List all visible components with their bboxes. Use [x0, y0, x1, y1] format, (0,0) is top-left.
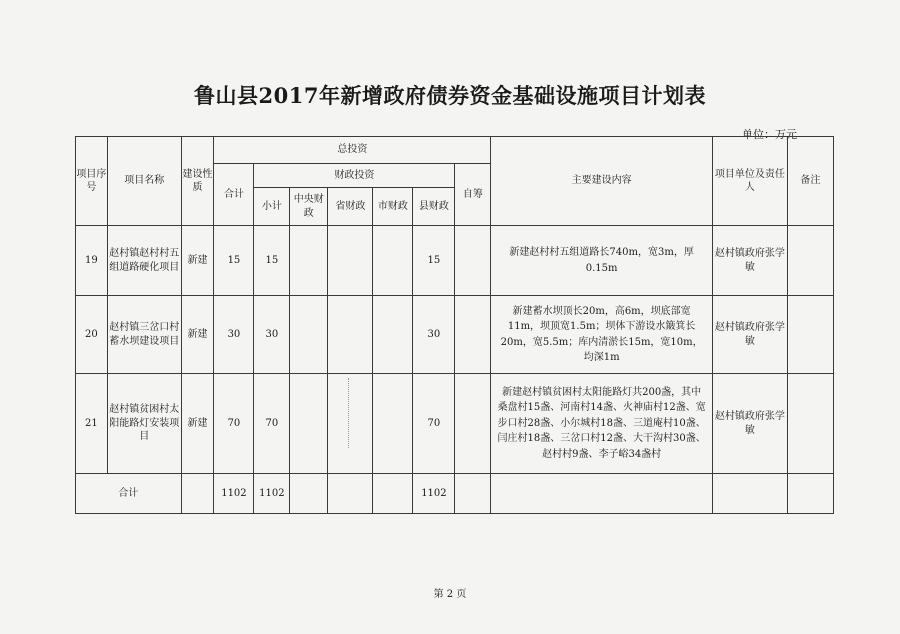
cell-city [373, 226, 413, 296]
cell-self [455, 374, 491, 474]
cell-remark [787, 296, 833, 374]
header-total: 合计 [214, 164, 254, 226]
cell-content: 新建蓄水坝顶长20m，高6m，坝底部宽11m，坝顶宽1.5m；坝体下游设水簸箕长20m，宽5.5m；库内清淤长15m，宽10m，均深1m [491, 296, 713, 374]
total-province [328, 474, 373, 514]
total-subtotal: 1102 [254, 474, 290, 514]
cell-unit-person: 赵村镇政府张学敏 [712, 226, 787, 296]
total-self [455, 474, 491, 514]
total-remark [787, 474, 833, 514]
header-total-invest: 总投资 [214, 137, 491, 164]
cell-subtotal: 70 [254, 374, 290, 474]
table-row [76, 296, 834, 374]
cell-central [290, 374, 328, 474]
header-central: 中央财政 [290, 188, 328, 226]
header-subtotal: 小计 [254, 188, 290, 226]
table-row [76, 374, 834, 474]
header-content: 主要建设内容 [491, 137, 713, 226]
header-seq: 项目序号 [76, 137, 108, 226]
scan-artifact-dots [348, 378, 351, 448]
cell-name: 赵村镇赵村村五组道路硬化项目 [107, 226, 181, 296]
header-unit-person: 项目单位及责任人 [712, 137, 787, 226]
total-county: 1102 [413, 474, 455, 514]
header-province: 省财政 [328, 188, 373, 226]
cell-total: 30 [214, 296, 254, 374]
header-nature: 建设性质 [181, 137, 214, 226]
cell-province [328, 296, 373, 374]
cell-name: 赵村镇三岔口村蓄水坝建设项目 [107, 296, 181, 374]
cell-county: 30 [413, 296, 455, 374]
project-table [75, 136, 834, 514]
cell-content: 新建赵村镇贫困村太阳能路灯共200盏，其中桑盘村15盏、河南村14盏、火神庙村12盏、宽步口村28盏、小尔城村18盏、三道庵村10盏、闫庄村18盏、三岔口村12盏、大干沟村30盏、赵村村9盏、李子峪34盏村 [491, 374, 713, 474]
cell-content: 新建赵村村五组道路长740m，宽3m，厚0.15m [491, 226, 713, 296]
cell-total: 70 [214, 374, 254, 474]
cell-name: 赵村镇贫困村太阳能路灯安装项目 [107, 374, 181, 474]
cell-nature: 新建 [181, 296, 214, 374]
cell-remark [787, 374, 833, 474]
cell-county: 70 [413, 374, 455, 474]
cell-central [290, 226, 328, 296]
cell-county: 15 [413, 226, 455, 296]
total-unit-person [712, 474, 787, 514]
cell-seq: 21 [76, 374, 108, 474]
total-nature [181, 474, 214, 514]
header-name: 项目名称 [107, 137, 181, 226]
total-central [290, 474, 328, 514]
total-total: 1102 [214, 474, 254, 514]
table-row [76, 226, 834, 296]
cell-remark [787, 226, 833, 296]
cell-seq: 20 [76, 296, 108, 374]
header-county: 县财政 [413, 188, 455, 226]
cell-total: 15 [214, 226, 254, 296]
cell-unit-person: 赵村镇政府张学敏 [712, 374, 787, 474]
total-content [491, 474, 713, 514]
total-city [373, 474, 413, 514]
page-title: 鲁山县2017年新增政府债券资金基础设施项目计划表 [194, 83, 706, 108]
total-row [76, 474, 834, 514]
cell-nature: 新建 [181, 374, 214, 474]
total-label: 合计 [76, 474, 182, 514]
page-number: 第 2 页 [433, 589, 467, 600]
cell-subtotal: 30 [254, 296, 290, 374]
cell-subtotal: 15 [254, 226, 290, 296]
header-city: 市财政 [373, 188, 413, 226]
cell-self [455, 226, 491, 296]
unit-label: 单位：万元 [742, 128, 797, 141]
cell-self [455, 296, 491, 374]
cell-central [290, 296, 328, 374]
header-fiscal: 财政投资 [254, 164, 455, 188]
header-self: 自筹 [455, 164, 491, 226]
header-remark: 备注 [787, 137, 833, 226]
cell-seq: 19 [76, 226, 108, 296]
cell-city [373, 374, 413, 474]
cell-unit-person: 赵村镇政府张学敏 [712, 296, 787, 374]
cell-province [328, 226, 373, 296]
cell-city [373, 296, 413, 374]
cell-nature: 新建 [181, 226, 214, 296]
